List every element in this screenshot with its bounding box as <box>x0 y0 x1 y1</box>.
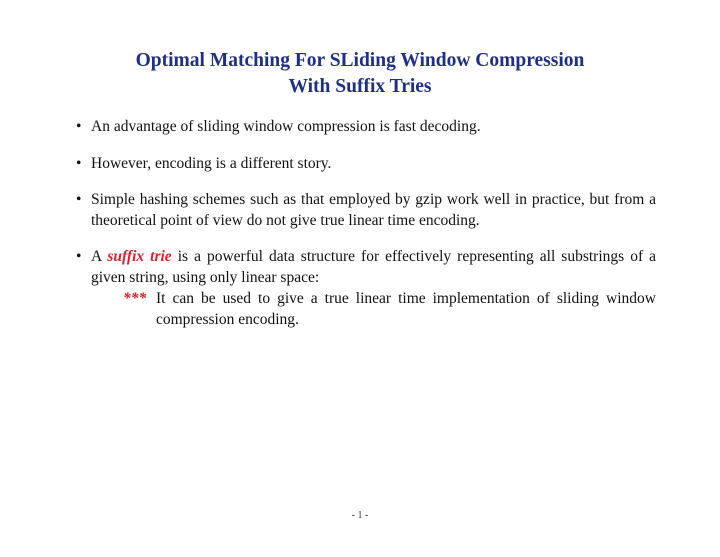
title-line-1: Optimal Matching For SLiding Window Compression <box>135 50 585 71</box>
title-line-2: With Suffix Tries <box>288 76 432 97</box>
subpoint-marker: *** <box>123 290 147 307</box>
bullet-item <box>76 247 656 330</box>
bullet-item <box>76 154 656 175</box>
bullet-text: An advantage of sliding window compression is fast decoding. <box>91 118 481 135</box>
bullet-dot-icon: • <box>76 191 82 208</box>
subpoint <box>91 289 656 330</box>
bullet-text: Simple hashing schemes such as that employed by gzip work well in practice, but from a theoretical point of view do not give true linear time encoding. <box>91 191 656 229</box>
subpoint-text: It can be used to give a true linear time implementation of sliding window compression encoding. <box>156 290 656 328</box>
slide-title <box>0 48 720 100</box>
bullet-text: However, encoding is a different story. <box>91 154 332 172</box>
bullet-item <box>76 190 656 231</box>
bullet-item <box>76 117 656 138</box>
bullet-prefix: A <box>91 248 102 265</box>
bullet-dot-icon: • <box>76 248 82 265</box>
bullet-text: is a powerful data structure for effectively representing all substrings of a given string, using only linear space: <box>91 248 657 286</box>
bullet-dot-icon: • <box>76 154 82 172</box>
emphasis-term: suffix trie <box>107 248 172 265</box>
bullet-list <box>76 117 656 346</box>
page-number: - 1 - <box>351 510 369 521</box>
bullet-dot-icon: • <box>76 118 82 135</box>
